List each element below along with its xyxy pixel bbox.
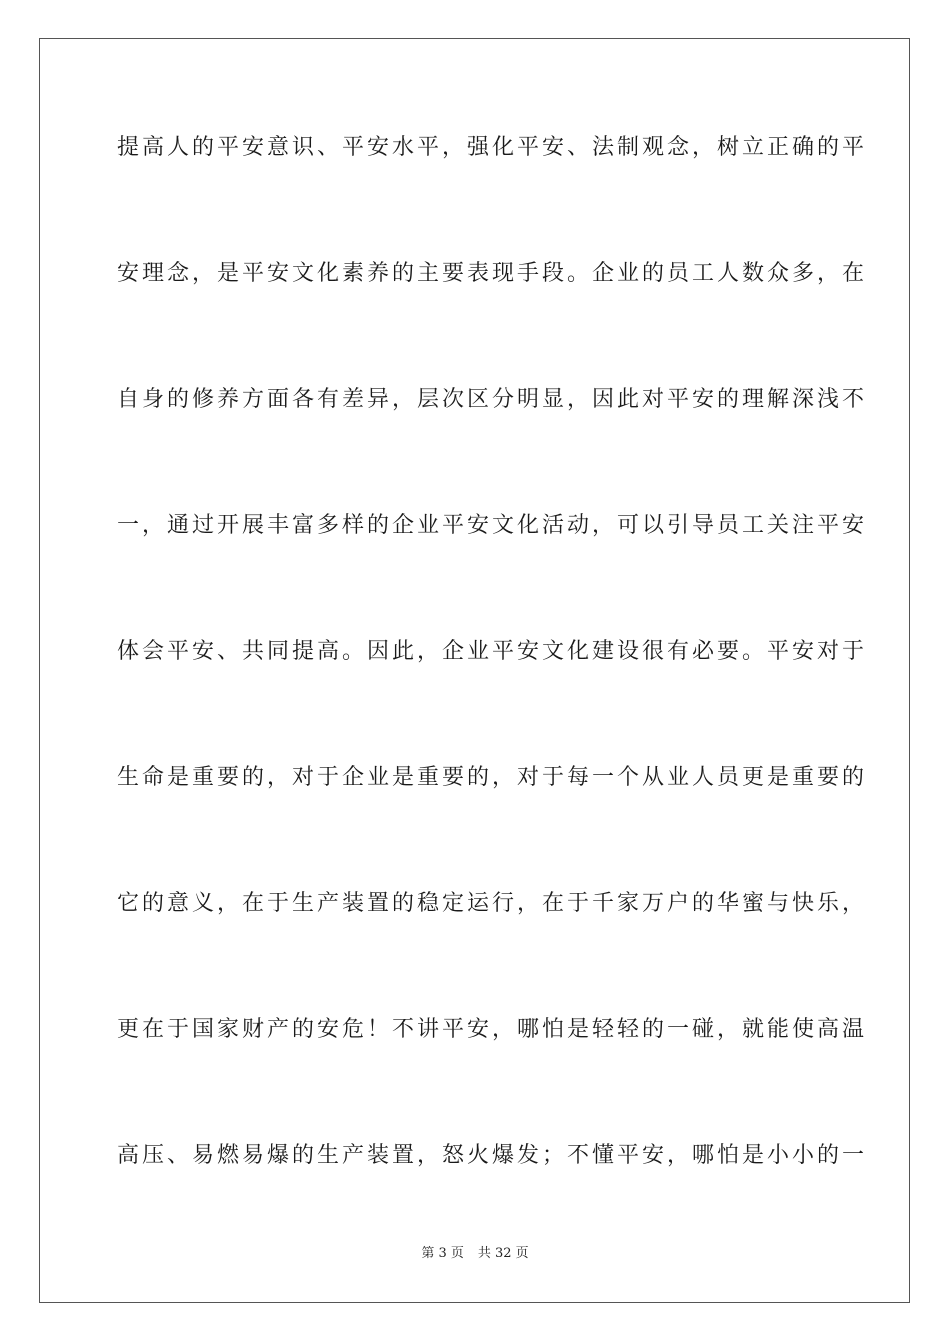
page-footer: [0, 1246, 950, 1262]
text-line: 安理念，是平安文化素养的主要表现手段。企业的员工人数众多，在: [117, 261, 868, 286]
text-line: 自身的修养方面各有差异，层次区分明显，因此对平安的理解深浅不: [117, 387, 868, 412]
total-pages: 共 32 页: [477, 1246, 529, 1261]
text-line: 它的意义，在于生产装置的稳定运行，在于千家万户的华蜜与快乐，: [117, 891, 868, 916]
text-line: 更在于国家财产的安危！不讲平安，哪怕是轻轻的一碰，就能使高温: [117, 1017, 868, 1042]
page-border: [39, 38, 910, 1303]
text-line: 高压、易燃易爆的生产装置，怒火爆发；不懂平安，哪怕是小小的一: [117, 1143, 868, 1168]
page-number: 第 3 页: [421, 1246, 464, 1261]
text-line: 一，通过开展丰富多样的企业平安文化活动，可以引导员工关注平安: [117, 513, 868, 538]
text-line: 体会平安、共同提高。因此，企业平安文化建设很有必要。平安对于: [117, 639, 868, 664]
text-line: 生命是重要的，对于企业是重要的，对于每一个从业人员更是重要的: [117, 765, 868, 790]
text-line: 提高人的平安意识、平安水平，强化平安、法制观念，树立正确的平: [117, 135, 868, 160]
